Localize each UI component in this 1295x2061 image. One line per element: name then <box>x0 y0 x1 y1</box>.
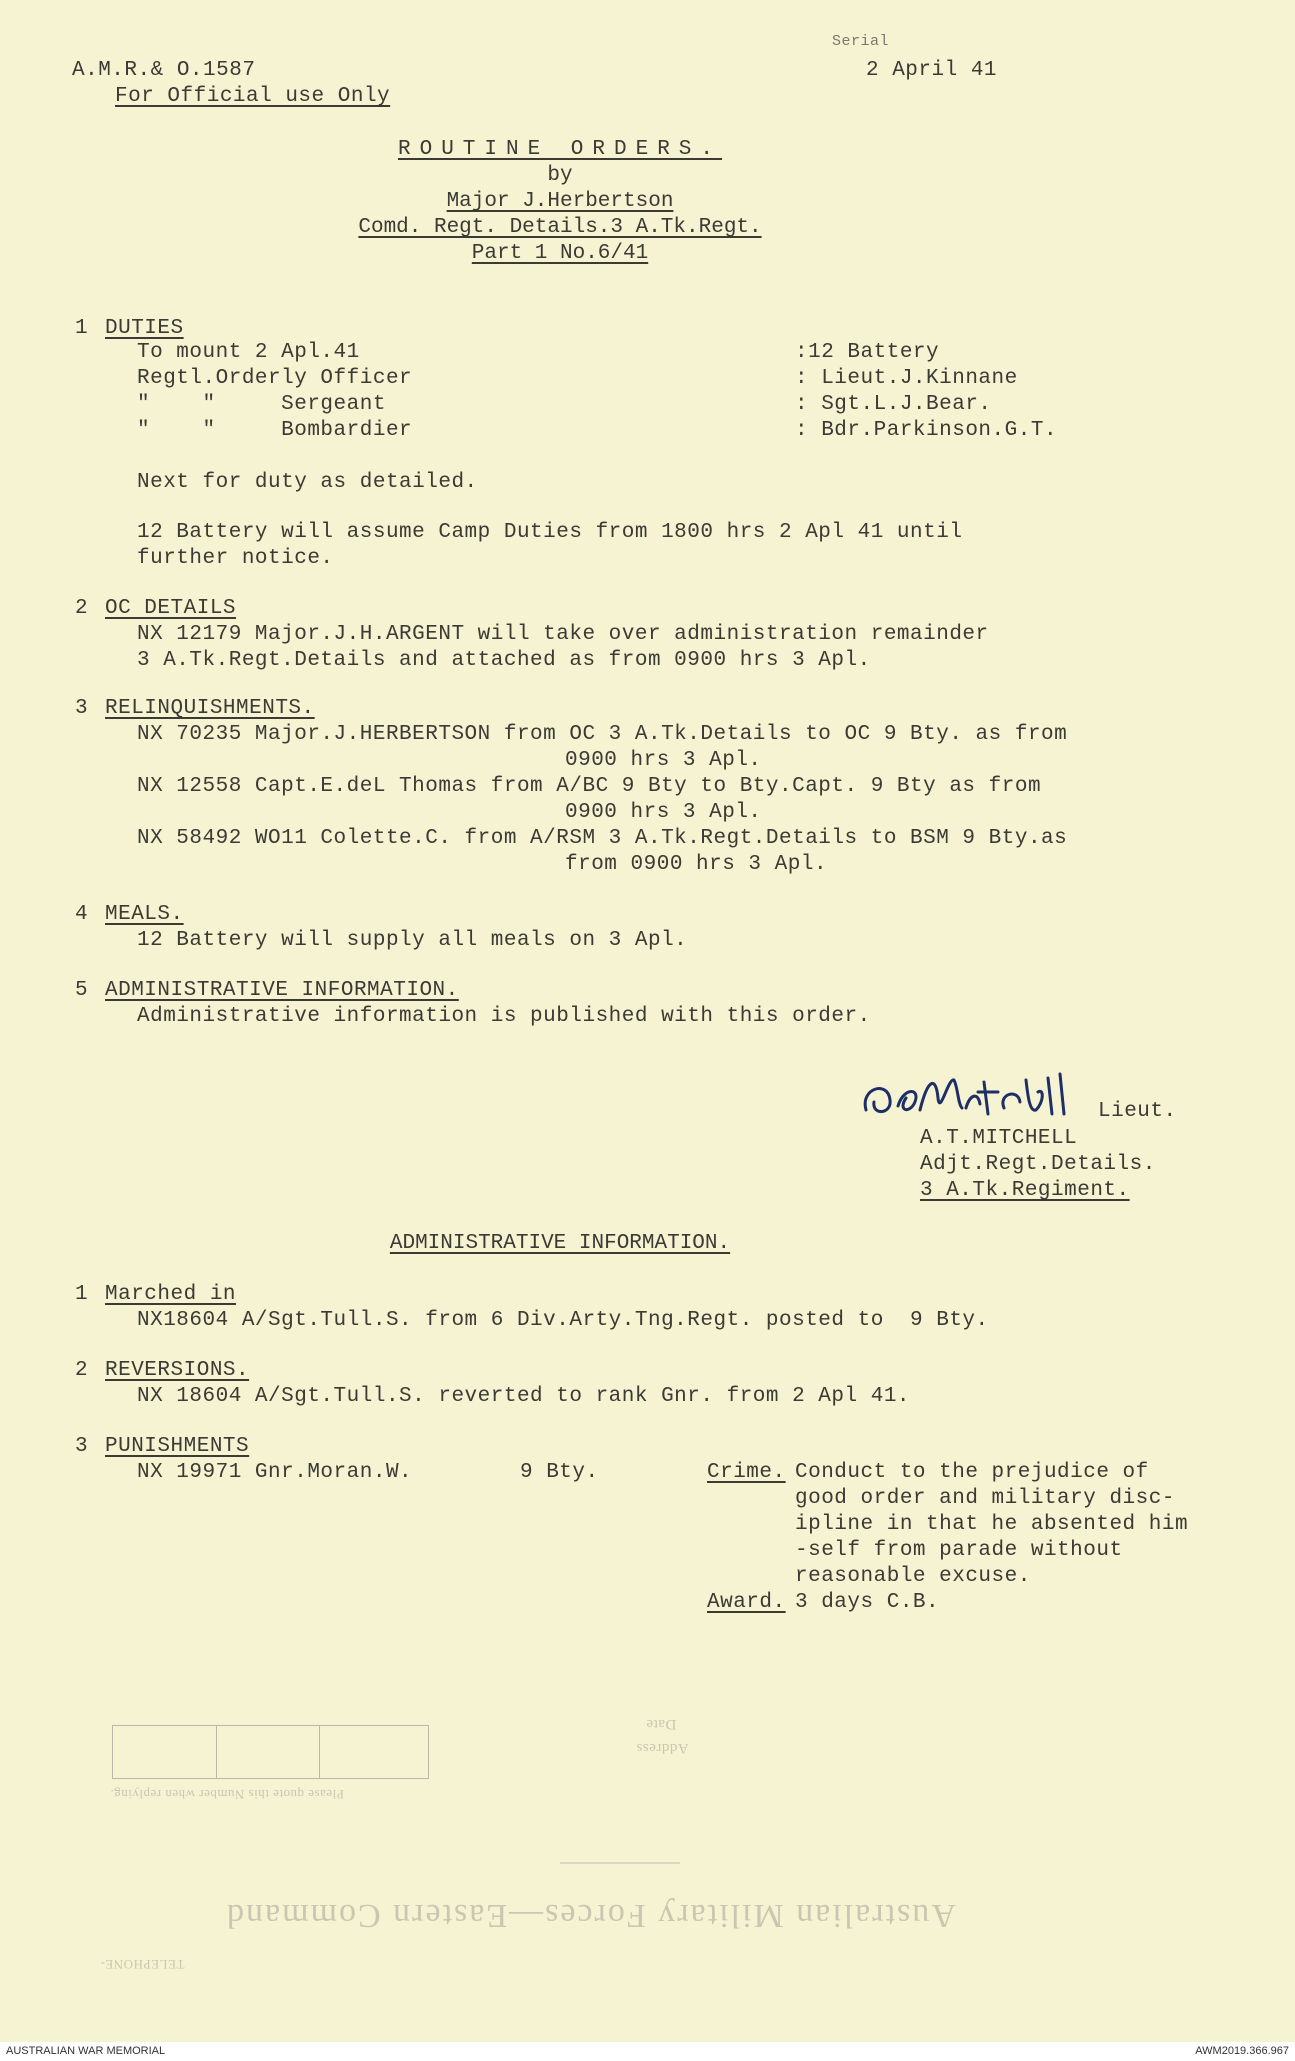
duties-note: further notice. <box>137 547 334 570</box>
oc-details-text: 3 A.Tk.Regt.Details and attached as from 0900 hrs 3 Apl. <box>137 649 871 672</box>
reverse-telephone: TELEPHONE- <box>100 1957 185 1972</box>
admin-info-text: Administrative information is published with this order. <box>137 1005 871 1028</box>
relinquishment-entry: NX 58492 WO11 Colette.C. from A/RSM 3 A.Tk.Regt.Details to BSM 9 Bty.as <box>137 827 1068 850</box>
signatory-unit: 3 A.Tk.Regiment. <box>920 1179 1130 1202</box>
reverse-organisation: Australian Military Forces—Eastern Command <box>225 1897 956 1934</box>
duty-role: " " Sergeant <box>137 393 386 416</box>
reverse-date-label: Date <box>646 1716 677 1732</box>
reversions-text: NX 18604 A/Sgt.Tull.S. reverted to rank Gnr. from 2 Apl 41. <box>137 1385 911 1408</box>
document-date: 2 April 41 <box>866 59 998 82</box>
section-number: 1 <box>75 1283 89 1306</box>
title-part: Part 1 No.6/41 <box>471 242 649 265</box>
punished-battery: 9 Bty. <box>520 1461 599 1484</box>
reverse-rule <box>560 1862 680 1864</box>
duty-role: " " Bombardier <box>137 419 413 442</box>
section-heading-oc-details: OC DETAILS <box>105 597 237 620</box>
relinquishment-entry: NX 70235 Major.J.HERBERTSON from OC 3 A.Tk.Details to OC 9 Bty. as from <box>137 723 1068 746</box>
crime-text: ipline in that he absented him <box>795 1513 1189 1536</box>
section-number: 3 <box>75 1435 89 1458</box>
duty-assignee: :12 Battery <box>795 341 940 364</box>
crime-text: -self from parade without <box>795 1539 1123 1562</box>
signatory-rank: Lieut. <box>1098 1100 1177 1123</box>
oc-details-text: NX 12179 Major.J.H.ARGENT will take over administration remainder <box>137 623 989 646</box>
duty-assignee: : Bdr.Parkinson.G.T. <box>795 419 1058 442</box>
title-by: by <box>547 164 573 187</box>
archive-credit: AUSTRALIAN WAR MEMORIAL <box>6 2045 166 2057</box>
handwritten-signature <box>858 1058 1108 1128</box>
section-number: 2 <box>75 597 89 620</box>
relinquishment-entry: NX 12558 Capt.E.deL Thomas from A/BC 9 Bty to Bty.Capt. 9 Bty as from <box>137 775 1042 798</box>
duty-assignee: : Lieut.J.Kinnane <box>795 367 1018 390</box>
duties-note: Next for duty as detailed. <box>137 471 478 494</box>
award-label: Award. <box>707 1591 786 1614</box>
admin-heading: ADMINISTRATIVE INFORMATION. <box>389 1232 731 1255</box>
reference-box <box>112 1725 429 1779</box>
document-title: ROUTINE ORDERS. <box>397 138 723 161</box>
punished-soldier: NX 19971 Gnr.Moran.W. <box>137 1461 413 1484</box>
classification: For Official use Only <box>115 85 391 108</box>
section-number: 1 <box>75 317 89 340</box>
crime-text: Conduct to the prejudice of <box>795 1461 1149 1484</box>
relinquishment-entry: 0900 hrs 3 Apl. <box>565 801 762 824</box>
relinquishment-entry: 0900 hrs 3 Apl. <box>565 749 762 772</box>
duty-assignee: : Sgt.L.J.Bear. <box>795 393 992 416</box>
archive-id: AWM2019.366.967 <box>1195 2045 1289 2057</box>
crime-text: good order and military disc- <box>795 1487 1175 1510</box>
reference-number: A.M.R.& O.1587 <box>72 59 256 82</box>
section-number: 3 <box>75 697 89 720</box>
crime-text: reasonable excuse. <box>795 1565 1031 1588</box>
marched-in-text: NX18604 A/Sgt.Tull.S. from 6 Div.Arty.Tng.Regt. posted to 9 Bty. <box>137 1309 989 1332</box>
signatory-name: A.T.MITCHELL <box>920 1127 1078 1150</box>
duty-role: To mount 2 Apl.41 <box>137 341 360 364</box>
section-heading-punishments: PUNISHMENTS <box>105 1435 250 1458</box>
relinquishment-entry: from 0900 hrs 3 Apl. <box>565 853 828 876</box>
section-heading-admin-info: ADMINISTRATIVE INFORMATION. <box>105 979 459 1002</box>
duty-role: Regtl.Orderly Officer <box>137 367 413 390</box>
meals-text: 12 Battery will supply all meals on 3 Apl. <box>137 929 688 952</box>
section-heading-relinquishments: RELINQUISHMENTS. <box>105 697 315 720</box>
award-text: 3 days C.B. <box>795 1591 940 1614</box>
section-heading-duties: DUTIES <box>105 317 184 340</box>
duties-note: 12 Battery will assume Camp Duties from 1800 hrs 2 Apl 41 until <box>137 521 963 544</box>
section-number: 4 <box>75 903 89 926</box>
section-number: 2 <box>75 1359 89 1382</box>
reverse-address-label: Address <box>636 1740 689 1756</box>
section-heading-marched-in: Marched in <box>105 1283 237 1306</box>
section-heading-meals: MEALS. <box>105 903 184 926</box>
section-number: 5 <box>75 979 89 1002</box>
section-heading-reversions: REVERSIONS. <box>105 1359 250 1382</box>
crime-label: Crime. <box>707 1461 786 1484</box>
signatory-title: Adjt.Regt.Details. <box>920 1153 1156 1176</box>
serial-stamp: Serial <box>832 33 890 50</box>
reverse-form-note: Please quote this Number when replying. <box>110 1787 344 1802</box>
archive-footer <box>0 2042 1295 2061</box>
title-unit: Comd. Regt. Details.3 A.Tk.Regt. <box>358 216 762 239</box>
title-author: Major J.Herbertson <box>446 190 674 213</box>
